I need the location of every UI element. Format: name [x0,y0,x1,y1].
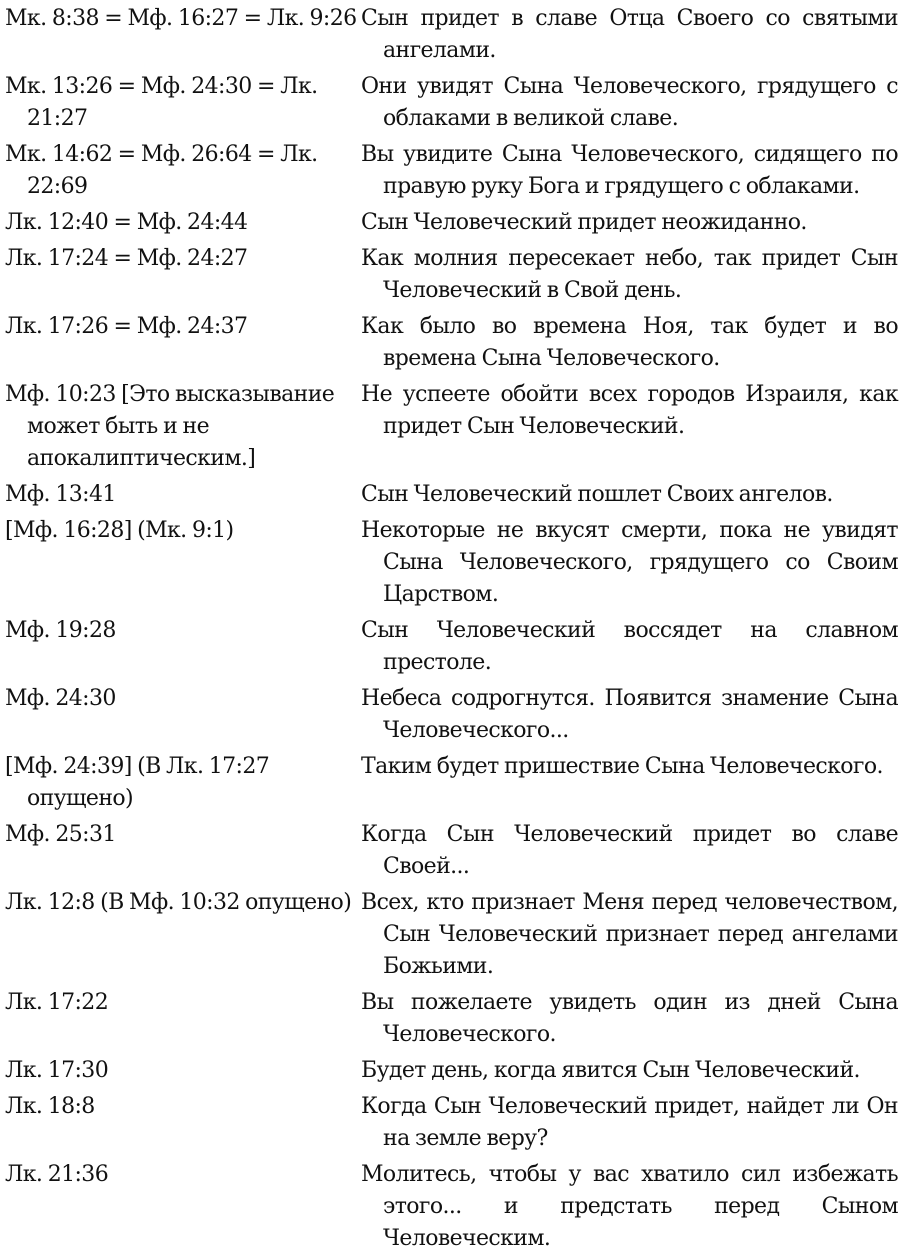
passage-summary: Сын Человеческий пошлет Своих ангелов. [361,482,833,507]
scripture-reference: Лк. 21:36 [5,1162,109,1187]
table-row [5,311,902,375]
passage-summary: Будет день, когда явится Сын Человеческий. [361,1058,860,1083]
table-row [5,71,902,135]
passage-summary: Молитесь, чтобы у вас хватило сил избежать этого... и предстать перед Сыном Человеческим. [361,1162,898,1251]
table-row [5,139,902,203]
passage-summary: Сын придет в славе Отца Своего со святыми ангелами. [361,6,898,63]
passage-summary: Когда Сын Человеческий придет, найдет ли Он на земле веру? [361,1094,898,1151]
scripture-reference: Мф. 25:31 [5,822,116,847]
table-row [5,379,902,475]
scripture-reference: Мф. 10:23 [Это высказывание может быть и не апокалиптическим.] [5,382,335,471]
scripture-reference: Мф. 19:28 [5,618,116,643]
table-row [5,615,902,679]
scripture-reference: Лк. 18:8 [5,1094,95,1119]
scripture-reference: Мк. 14:62 = Мф. 26:64 = Лк. 22:69 [5,142,318,199]
table-row [5,987,902,1051]
passage-summary: Они увидят Сына Человеческого, грядущего с облаками в великой славе. [361,74,898,131]
passage-summary: Небеса содрогнутся. Появится знамение Сына Человеческого... [361,686,898,743]
scripture-reference: Лк. 12:8 (В Мф. 10:32 опущено) [5,890,352,915]
passage-summary: Сын Человеческий придет неожиданно. [361,210,807,235]
passage-summary: Когда Сын Человеческий придет во славе Своей... [361,822,898,879]
passage-summary: Некоторые не вкусят смерти, пока не увидят Сына Человеческого, грядущего со Своим Царством. [361,518,898,607]
table-row [5,3,902,67]
scripture-reference: Лк. 17:26 = Мф. 24:37 [5,314,248,339]
scripture-reference: Лк. 17:22 [5,990,109,1015]
table-row [5,751,902,815]
table-row [5,515,902,611]
scripture-reference: Мк. 13:26 = Мф. 24:30 = Лк. 21:27 [5,74,318,131]
passage-summary: Не успеете обойти всех городов Израиля, как придет Сын Человеческий. [361,382,898,439]
scripture-reference: Мк. 8:38 = Мф. 16:27 = Лк. 9:26 [5,6,357,31]
table-row [5,819,902,883]
table-row [5,479,902,511]
passage-summary: Всех, кто признает Меня перед человечеством, Сын Человеческий признает перед ангелами Божьими. [361,890,898,979]
scripture-reference: Мф. 13:41 [5,482,116,507]
passage-summary: Вы пожелаете увидеть один из дней Сына Человеческого. [361,990,898,1047]
scripture-reference: Лк. 12:40 = Мф. 24:44 [5,210,248,235]
scripture-reference: Лк. 17:30 [5,1058,109,1083]
passage-summary: Вы увидите Сына Человеческого, сидящего по правую руку Бога и грядущего с облаками. [361,142,898,199]
table-row [5,207,902,239]
passage-summary: Сын Человеческий воссядет на славном престоле. [361,618,898,675]
passage-summary: Как было во времена Ноя, так будет и во времена Сына Человеческого. [361,314,898,371]
scripture-reference: Лк. 17:24 = Мф. 24:27 [5,246,248,271]
table-row [5,1159,902,1255]
table-row [5,683,902,747]
table-row [5,887,902,983]
passage-summary: Таким будет пришествие Сына Человеческого. [361,754,883,779]
table-row [5,1091,902,1155]
parallel-passages-table [5,3,902,1259]
passage-summary: Как молния пересекает небо, так придет Сын Человеческий в Свой день. [361,246,898,303]
table-row [5,1055,902,1087]
table-row [5,243,902,307]
scripture-reference: Мф. 24:30 [5,686,116,711]
scripture-reference: [Мф. 24:39] (В Лк. 17:27 опущено) [5,754,270,811]
scripture-reference: [Мф. 16:28] (Мк. 9:1) [5,518,234,543]
